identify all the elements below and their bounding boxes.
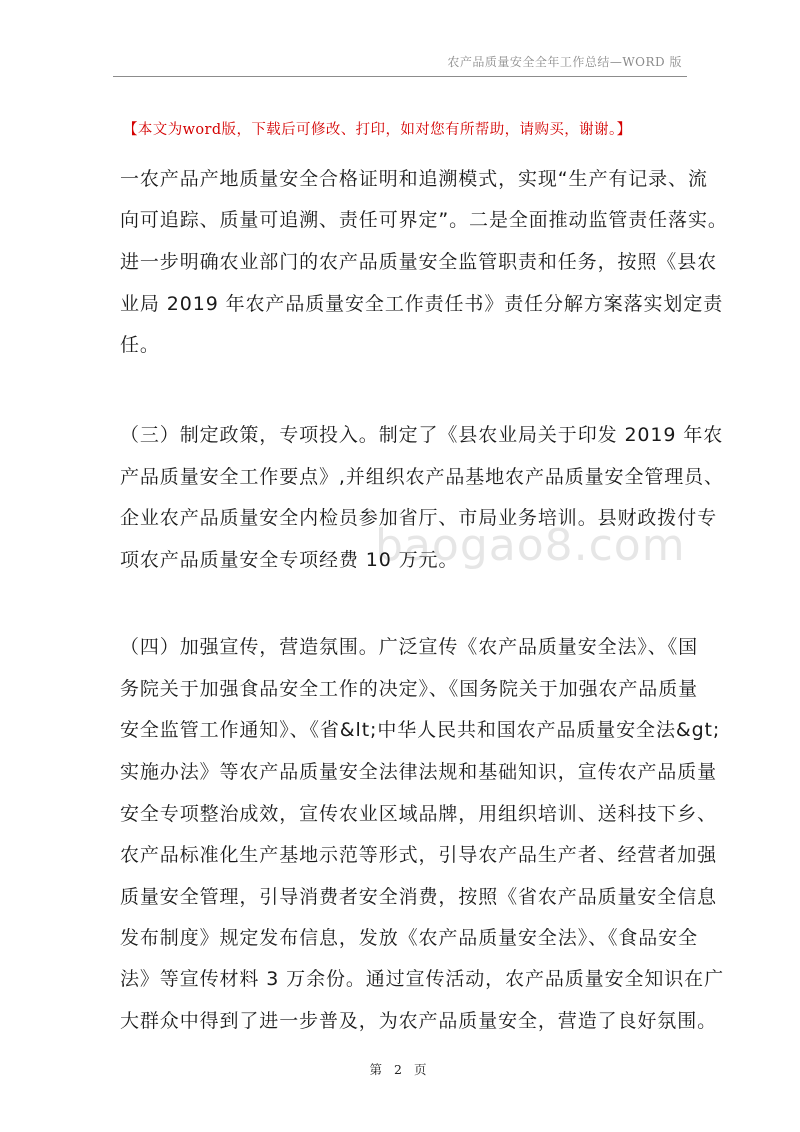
watermark: baogao8.com [375,520,686,571]
body-line: 企业农产品质量安全内检员参加省厅、市局业务培训。县财政拨付专 [120,507,718,529]
body-line: 质量安全管理，引导消费者安全消费，按照《省农产品质量安全信息 [120,886,718,908]
body-line: 项农产品质量安全专项经费 10 万元。 [120,549,459,571]
body-line: 向可追踪、质量可追溯、责任可界定”。二是全面推动监管责任落实。 [120,209,728,231]
body-line: 大群众中得到了进一步普及，为农产品质量安全，营造了良好氛围。 [120,1010,718,1032]
body-line: 法》等宣传材料 3 万余份。通过宣传活动，农产品质量安全知识在广 [120,968,724,990]
body-line: 安全专项整治成效，宣传农业区域品牌，用组织培训、送科技下乡、 [120,803,718,825]
header-title: 农产品质量安全全年工作总结—WORD 版 [447,55,682,69]
header-rule [113,76,687,77]
body-line: （三）制定政策，专项投入。制定了《县农业局关于印发 2019 年农 [120,424,724,446]
body-line: （四）加强宣传，营造氛围。广泛宣传《农产品质量安全法》、《国 [120,636,699,658]
body-line: 一农产品产地质量安全合格证明和追溯模式，实现“生产有记录、流 [120,168,708,190]
body-line: 安全监管工作通知》、《省&lt;中华人民共和国农产品质量安全法&gt; [120,719,721,741]
body-line: 发布制度》规定发布信息，发放《农产品质量安全法》、《食品安全 [120,927,699,949]
body-line: 农产品标准化生产基地示范等形式，引导农产品生产者、经营者加强 [120,844,718,866]
body-line: 实施办法》等农产品质量安全法律法规和基础知识，宣传农产品质量 [120,761,718,783]
body-line: 产品质量安全工作要点》,并组织农产品基地农产品质量安全管理员、 [120,466,724,488]
body-line: 业局 2019 年农产品质量安全工作责任书》责任分解方案落实划定责 [120,293,724,315]
body-line: 进一步明确农业部门的农产品质量安全监管职责和任务，按照《县农 [120,251,718,273]
download-notice: 【本文为word版，下载后可修改、打印，如对您有所帮助，请购买，谢谢。】 [123,122,632,138]
body-line: 任。 [120,334,160,356]
page-number: 第 2 页 [369,1062,431,1077]
body-line: 务院关于加强食品安全工作的决定》、《国务院关于加强农产品质量 [120,678,699,700]
